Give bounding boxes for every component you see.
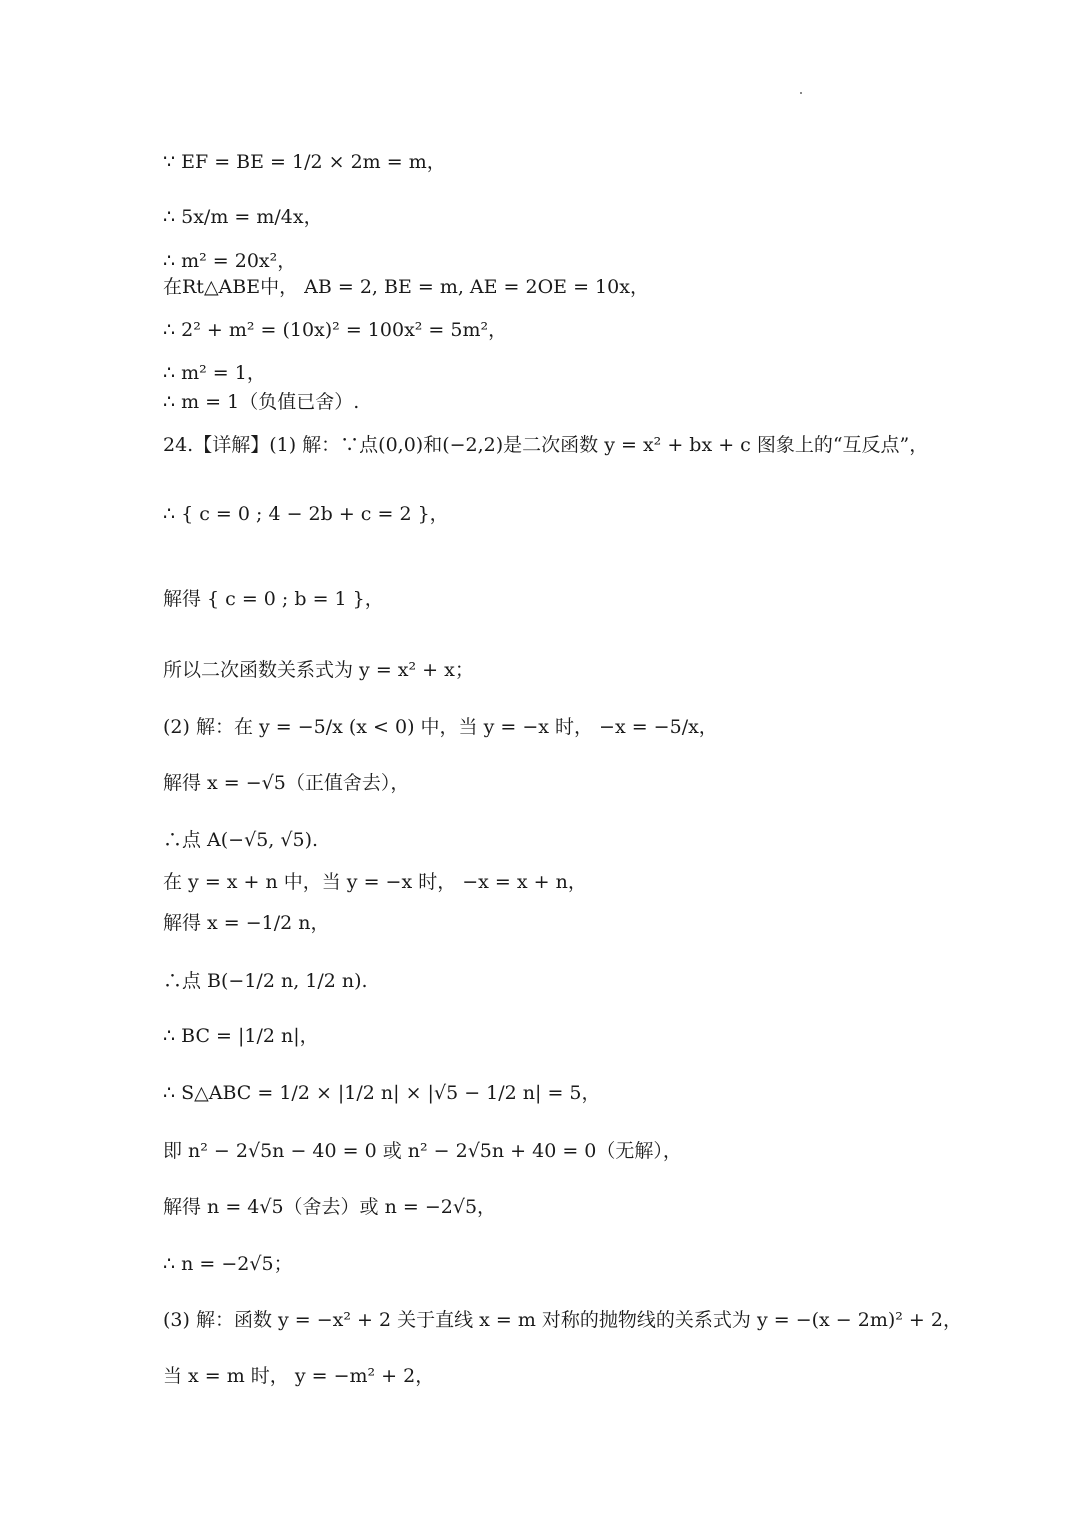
text-line: (2) 解：在 y = −5/x (x < 0) 中，当 y = −x 时， −x = −5/x，	[163, 716, 718, 738]
text-line: ∴点 A(−√5, √5).	[163, 829, 319, 851]
text-line: ∴ m = 1（负值已舍）.	[163, 391, 360, 413]
text-line: 解得 x = −√5（正值舍去），	[163, 772, 410, 794]
text-line: ∴ m² = 1，	[163, 362, 266, 384]
text-line: 在 y = x + n 中，当 y = −x 时， −x = x + n，	[163, 871, 587, 893]
text-line: (3) 解：函数 y = −x² + 2 关于直线 x = m 对称的抛物线的关系式为 y = −(x − 2m)² + 2，	[163, 1309, 962, 1331]
text-line: ∴ n = −2√5；	[163, 1253, 293, 1275]
text-line: 24.【详解】(1) 解：∵点(0,0)和(−2,2)是二次函数 y = x² + bx + c 图象上的“互反点”，	[163, 434, 929, 456]
text-line: ∴ BC = |1/2 n|，	[163, 1025, 319, 1047]
text-line: 解得 x = −1/2 n，	[163, 912, 330, 934]
text-line: ∴ 5x/m = m/4x，	[163, 206, 323, 228]
text-line: 所以二次函数关系式为 y = x² + x；	[163, 659, 474, 681]
text-line: ∴ { c = 0 ; 4 − 2b + c = 2 }，	[163, 503, 449, 525]
text-line: 当 x = m 时， y = −m² + 2，	[163, 1365, 435, 1387]
page-corner-mark	[800, 92, 802, 94]
text-line: ∴ 2² + m² = (10x)² = 100x² = 5m²，	[163, 319, 508, 341]
text-line: 在Rt△ABE中， AB = 2, BE = m, AE = 2OE = 10x，	[163, 276, 649, 298]
text-line: 解得 { c = 0 ; b = 1 }，	[163, 588, 384, 610]
text-line: 即 n² − 2√5n − 40 = 0 或 n² − 2√5n + 40 = 0（无解），	[163, 1140, 682, 1162]
text-line: ∴ S△ABC = 1/2 × |1/2 n| × |√5 − 1/2 n| = 5，	[163, 1082, 601, 1104]
text-line: 解得 n = 4√5（舍去）或 n = −2√5，	[163, 1196, 497, 1218]
text-line: ∴点 B(−1/2 n, 1/2 n).	[163, 970, 368, 992]
text-line: ∵ EF = BE = 1/2 × 2m = m，	[163, 151, 446, 173]
text-line: ∴ m² = 20x²，	[163, 250, 297, 272]
